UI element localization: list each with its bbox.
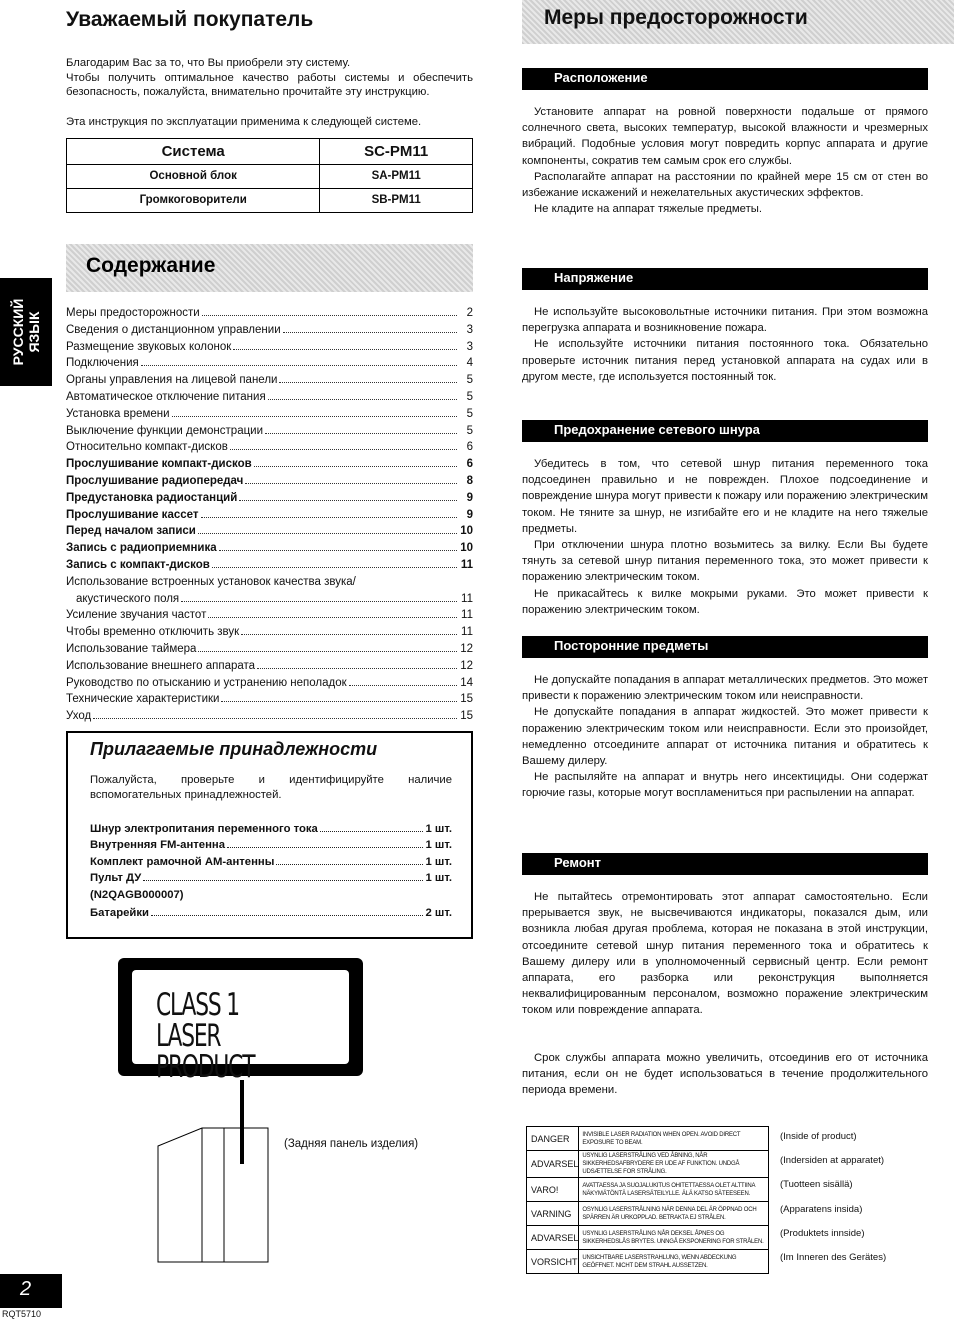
- section-voltage-text: Не используйте высоковольтные источники питания. При этом возможна перегрузка аппарата и возникновение пожара. Не используйте источники питания постоянного тока. Обязательно проверьте источник питания перед установкой аппарата на судах или в другом месте, где используется постоянный ток.: [522, 306, 928, 383]
- laser-label-text: CLASS 1 LASER PRODUCT: [156, 987, 255, 1085]
- toc-item[interactable]: Прослушивание компакт-дисков 6: [66, 458, 473, 471]
- toc-item[interactable]: Меры предосторожности 2: [66, 307, 473, 319]
- toc-item[interactable]: Органы управления на лицевой панели 5: [66, 374, 473, 387]
- toc-item[interactable]: Сведения о дистанционном управлении 3: [66, 323, 473, 336]
- toc-item[interactable]: Автоматическое отключение питания 5: [66, 390, 473, 403]
- toc-item[interactable]: Руководство по отысканию и устранению неполадок 14: [66, 676, 473, 689]
- table-row: ADVARSEL USYNLIG LASERSTRÅLING NÅR DEKSEL ÅPNES OG SIKKERHEDSLÅS BRYTES. UNNGÅ EKSPONERING FOR STRÅLEN.: [527, 1226, 769, 1250]
- table-of-contents: [66, 305, 473, 725]
- language-tab: [0, 278, 52, 386]
- table-cell: Громкоговорители: [67, 188, 320, 212]
- accessories-list: [90, 821, 452, 921]
- table-row: [67, 188, 473, 212]
- toc-item[interactable]: Прослушивание радиопередач 8: [66, 474, 473, 487]
- label-location: (Inside of product): [780, 1131, 857, 1142]
- section-cord-text: Убедитесь в том, что сетевой шнур питания переменного тока подсоединен правильно и не поврежден. Плохое подсоединение и повреждение шнура могут привести к пожару или поражению электрическим током. Не тяните за шнур, не изгибайте его и не кладите на него тяжелые предметы. При отключении шнура плотно возьмитесь за вилку. Если Вы будете тянуть за сетевой шнур питания переменного тока, это может привести к поражению электрическим током. Не прикасайтесь к вилке мокрыми руками. Это может привести к поражению электрическим током.: [522, 458, 928, 616]
- table-cell: SC-PM11: [320, 138, 473, 164]
- toc-item[interactable]: Уход 15: [66, 710, 473, 723]
- label-location: (Apparatens insida): [780, 1204, 863, 1215]
- page-number-box: [0, 1274, 62, 1308]
- accessories-text: Пожалуйста, проверьте и идентифицируйте наличие вспомогательных принадлежностей.: [90, 774, 452, 801]
- precautions-title: Меры предосторожности: [544, 6, 808, 29]
- intro-paragraph: Благодарим Вас за то, что Вы приобрели эту систему.: [66, 57, 351, 69]
- precautions-heading: [522, 0, 954, 44]
- toc-item[interactable]: Усиление звучания частот 11: [66, 609, 473, 622]
- contents-heading: [66, 244, 473, 292]
- system-table: [66, 138, 473, 213]
- toc-item[interactable]: Относительно компакт-дисков 6: [66, 441, 473, 454]
- accessories-box: [66, 731, 473, 939]
- label-location: (Tuotteen sisällä): [780, 1179, 853, 1190]
- service-life-text: Срок службы аппарата можно увеличить, отсоединив его от источника питания, если он не будет использоваться в течение продолжительного периода времени.: [522, 1052, 928, 1097]
- laser-warning-table: [526, 1126, 769, 1274]
- section-bar-foreign: Посторонние предметы: [522, 636, 928, 658]
- table-row: [67, 138, 473, 164]
- language-tab-label: РУССКИЙ ЯЗЫК: [10, 298, 42, 366]
- toc-item[interactable]: Чтобы временно отключить звук 11: [66, 626, 473, 639]
- section-foreign-text: Не допускайте попадания в аппарат металлических предметов. Это может привести к поражению электрическим током или неисправности. Не допускайте попадания в аппарат жидкостей. Это может привести к поражению электрическим током или неисправности. Если это произойдет, немедленно отсоедините аппарат от источника питания и обратитесь к Вашему дилеру. Не распыляйте на аппарат и внутрь него инсектициды. Они содержат горючие газы, которые могут воспламениться при распылении на аппарат.: [522, 674, 928, 800]
- section-placement-text: Установите аппарат на ровной поверхности подальше от прямого солнечного света, высоких температур, высокой влажности и чрезмерных вибраций. Подобные условия могут повредить корпус аппарата и другие компоненты, сократив тем самым срок его службы. Располагайте аппарат на расстоянии по крайней мере 15 см от стен во избежание искажений и нежелательных акустических эффектов. Не кладите на аппарат тяжелые предметы.: [522, 106, 928, 216]
- toc-item[interactable]: Запись с компакт-дисков 11: [66, 558, 473, 571]
- toc-item[interactable]: Запись с радиоприемника 10: [66, 542, 473, 555]
- table-row: [67, 164, 473, 188]
- page-number: 2: [20, 1278, 32, 1300]
- table-cell: Система: [67, 138, 320, 164]
- table-cell: SA-PM11: [320, 164, 473, 188]
- label-location: (Indersiden at apparatet): [780, 1155, 885, 1166]
- table-row: VARO! AVATTAESSA JA SUOJALUKITUS OHITETTAESSA OLET ALTTIINA NÄKYMÄTÖNTÄ LASERSÄTEILYLLE. ÄLÄ KATSO SÄTEESEEN.: [527, 1178, 769, 1202]
- list-item: Шнур электропитания переменного тока 1 шт.: [90, 823, 452, 835]
- toc-item[interactable]: Перед началом записи 10: [66, 525, 473, 538]
- intro-paragraph: Чтобы получить оптимальное качество работы системы и обеспечить безопасность, пожалуйста, внимательно прочитайте эту инструкцию.: [66, 71, 473, 98]
- list-item: Внутренняя FM-антенна 1 шт.: [90, 839, 452, 852]
- toc-item[interactable]: Предустановка радиостанций 9: [66, 491, 473, 504]
- rear-panel-illustration: [150, 1076, 275, 1266]
- table-row: DANGER INVISIBLE LASER RADIATION WHEN OPEN. AVOID DIRECT EXPOSURE TO BEAM.: [527, 1127, 769, 1151]
- section-bar-cord: Предохранение сетевого шнура: [522, 420, 928, 442]
- section-bar-placement: Расположение: [522, 68, 928, 90]
- toc-item[interactable]: Установка времени 5: [66, 407, 473, 420]
- table-row: ADVARSEL USYNLIG LASERSTRÅLING VED ÅBNING, NÅR SIKKERHEDSAFBRYDERE ER UDE AF FUNKTION. UNDGÅ UDSÆTTELSE FOR STRÅLING.: [527, 1151, 769, 1178]
- list-item: Пульт ДУ 1 шт.: [90, 872, 452, 885]
- list-item: Комплект рамочной AM-антенны 1 шт.: [90, 855, 452, 868]
- list-item: (N2QAGB000007): [90, 888, 184, 901]
- table-cell: Основной блок: [67, 164, 320, 188]
- toc-item[interactable]: Использование таймера 12: [66, 642, 473, 655]
- intro-paragraph: Эта инструкция по эксплуатации применима к следующей системе.: [66, 115, 422, 128]
- section-repair-text: Не пытайтесь отремонтировать этот аппарат самостоятельно. Если прерывается звук, не высвечиваются индикаторы, показался дым, или возникла любая другая проблема, которая не показана в этой инструкции, отсоедините сетевой шнур питания переменного тока и обратитесь к Вашему дилеру или в уполномоченный сервисный центр. Если ремонт аппарата, его разборка или реконструкция выполняется неквалифицированным персоналом, возможно поражение электрическим током или повреждение аппарата.: [522, 891, 928, 1017]
- dear-customer-title: Уважаемый покупатель: [66, 8, 314, 31]
- label-location: (Produktets innside): [780, 1228, 865, 1239]
- table-row: VORSICHT UNSICHTBARE LASERSTRAHLUNG, WENN ABDECKUNG GEÖFFNET. NICHT DEM STRAHL AUSSETZEN.: [527, 1250, 769, 1274]
- table-cell: SB-PM11: [320, 188, 473, 212]
- toc-item[interactable]: Технические характеристики 15: [66, 693, 473, 706]
- list-item: Батарейки 2 шт.: [90, 907, 452, 920]
- laser-class-label: [118, 958, 363, 1085]
- toc-item[interactable]: Размещение звуковых колонок 3: [66, 340, 473, 353]
- toc-item[interactable]: Подключения 4: [66, 357, 473, 370]
- accessories-title: Прилагаемые принадлежности: [90, 739, 378, 759]
- section-bar-repair: Ремонт: [522, 853, 928, 875]
- intro: [66, 56, 473, 213]
- rear-panel-caption: (Задняя панель изделия): [284, 1138, 419, 1150]
- contents-title: Содержание: [86, 254, 216, 277]
- document-code: RQT5710: [2, 1309, 42, 1319]
- section-bar-voltage: Напряжение: [522, 268, 928, 290]
- table-row: VARNING OSYNLIG LASERSTRÅLNING NÄR DENNA DEL ÄR ÖPPNAD OCH SPÄRREN ÄR URKOPPLAD. BETRAKTA EJ STRÅLEN.: [527, 1202, 769, 1226]
- label-location: (Im Inneren des Gerätes): [780, 1252, 887, 1263]
- toc-item[interactable]: акустического поля 11: [76, 592, 473, 605]
- toc-item[interactable]: Прослушивание кассет 9: [66, 508, 473, 521]
- toc-item[interactable]: Выключение функции демонстрации 5: [66, 424, 473, 437]
- toc-item[interactable]: Использование встроенных установок качества звука/: [66, 575, 356, 588]
- toc-item[interactable]: Использование внешнего аппарата 12: [66, 659, 473, 672]
